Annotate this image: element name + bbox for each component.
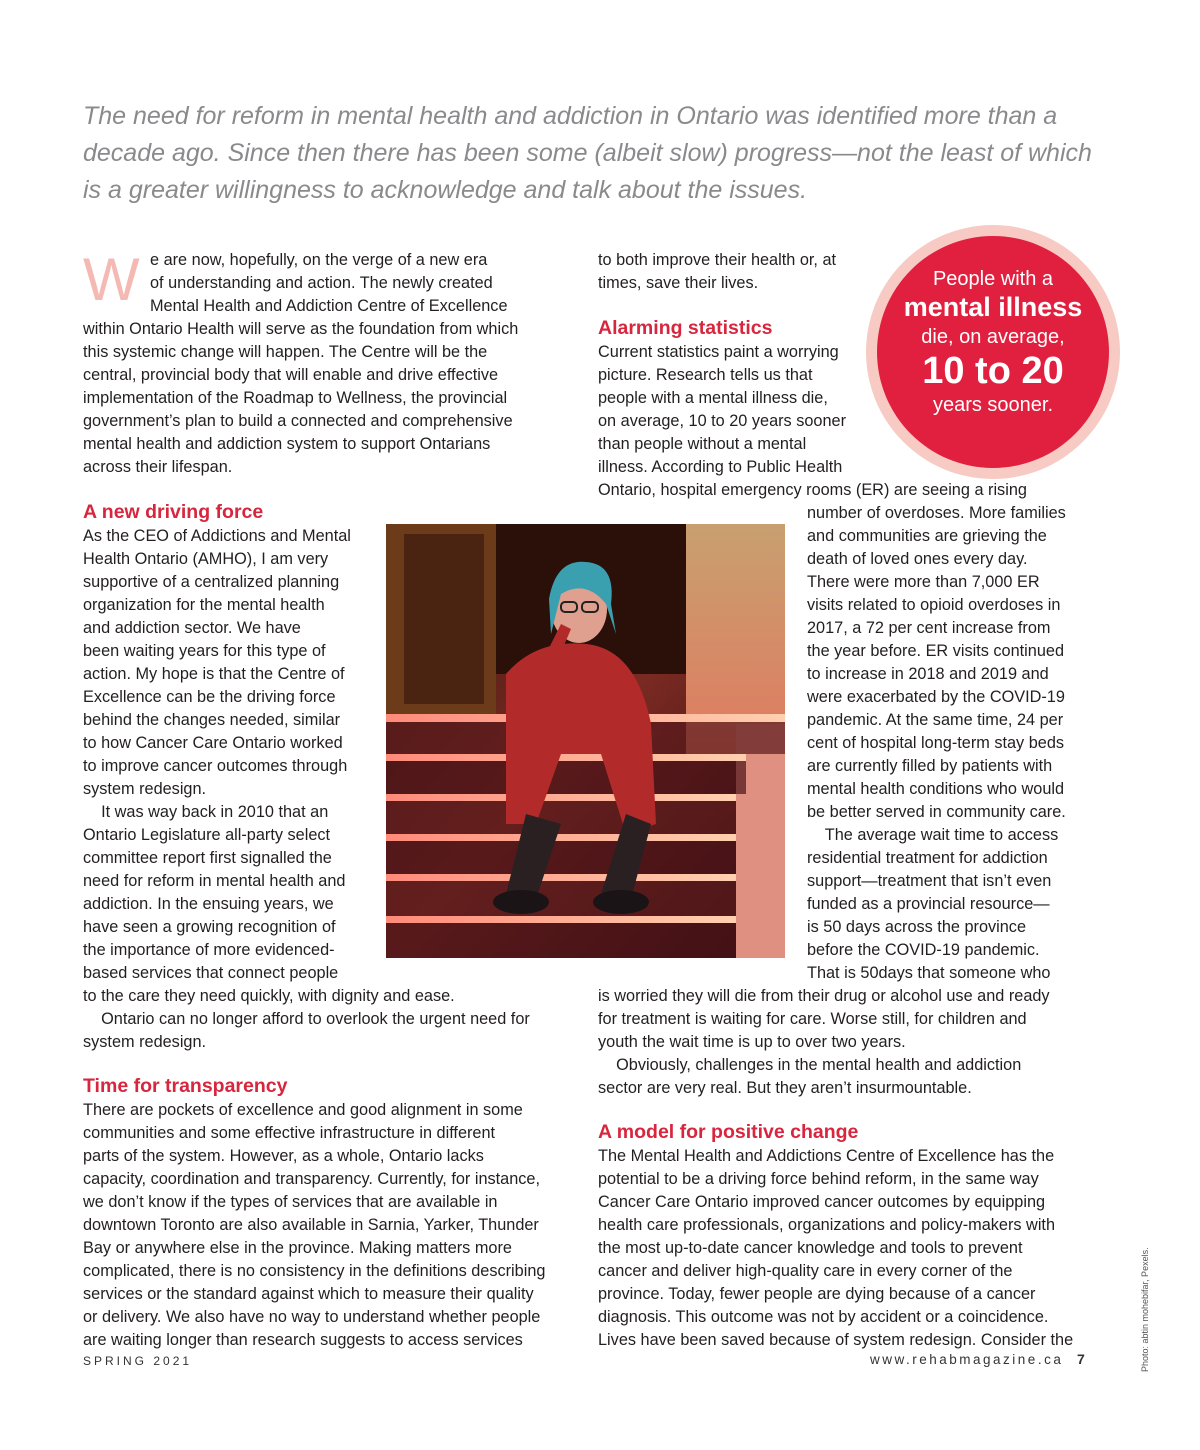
stat-badge [877,236,1109,468]
alarming-paragraph-full-line: Ontario, hospital emergency rooms (ER) are seeing a rising [598,481,1027,499]
right-column-top: to both improve their health or, at times, save their lives. [598,251,837,292]
photo-person-on-stairs [386,524,785,958]
photo-illustration [386,524,785,958]
transparency-paragraph: There are pockets of excellence and good alignment in some communities and some effective infrastructure in different parts of the system. However, as a whole, Ontario lacks capacity, coordination and transparency. Currently, for instance, we don’t know if the types of services that are available in downtown Toronto are also available in Sarnia, Yarker, Thunder Bay or anywhere else in the province. Making matters more complicated, there is no consistency in the definitions describing services or the standard against which to measure their quality or delivery. We also have no way to understand whether people are waiting longer than research suggests to access services [83,1101,546,1349]
driving-force-paragraph-cont: to the care they need quickly, with dignity and ease. Ontario can no longer afford to overlook the urgent need for system redesign. [83,987,530,1051]
alarming-paragraph: Current statistics paint a worrying picture. Research tells us that people with a mental illness die, on average, 10 to 20 years sooner than people without a mental illness. According to Public Health [598,343,847,476]
heading-time-for-transparency: Time for transparency [83,1075,288,1097]
stat-badge-figure: 10 to 20 [922,350,1064,392]
model-paragraph: The Mental Health and Addictions Centre of Excellence has the potential to be a driving force behind reform, in the same way Cancer Care Ontario improved cancer outcomes by equipping health care professionals, organizations and policy-makers with the most up-to-date cancer knowledge and tools to prevent cancer and deliver high-quality care in every corner of the province. Today, fewer people are dying because of a cancer diagnosis. This outcome was not by accident or a coincidence. Lives have been saved because of system redesign. Consider the [598,1147,1074,1349]
footer-website: www.rehabmagazine.ca [870,1352,1064,1367]
photo-credit: Photo: abtin mohebifar, Pexels. [1140,1247,1150,1372]
heading-alarming-statistics: Alarming statistics [598,317,773,339]
driving-force-paragraph: As the CEO of Addictions and Mental Health Ontario (AMHO), I am very supportive of a centralized planning organization for the mental health and addiction sector. We have been waiting years for this type of action. My hope is that the Centre of Excellence can be the driving force behind the changes needed, similar to how Cancer Care Ontario worked to improve cancer outcomes through system redesign. It was way back in 2010 that an Ontario Legislature all-party select committee report first signalled the need for reform in mental health and addiction. In the ensuing years, we have seen a growing recognition of the importance of more evidenced- based services that connect people [83,527,351,982]
intro-paragraph-start: e are now, hopefully, on the verge of a new era of understanding and action. The newly created Mental Health and Addiction Centre of Excellence [150,251,508,315]
stat-badge-line-5: years sooner. [932,394,1054,416]
stat-badge-line-3: die, on average, [921,326,1065,348]
heading-model-for-positive-change: A model for positive change [598,1121,859,1143]
alarming-paragraph-cont: is worried they will die from their drug or alcohol use and ready for treatment is waiting for care. Worse still, for children and youth the wait time is up to over two years. Obviously, challenges in the mental health and addiction sector are very real. But they aren’t insurmountable. [598,987,1050,1097]
drop-cap: W [83,246,140,313]
page-number: 7 [1077,1351,1085,1367]
heading-new-driving-force: A new driving force [83,501,264,523]
pull-quote: The need for reform in mental health and addiction in Ontario was identified more than a decade ago. Since then there has been some (albeit slow) progress—not the least of which is a greater willingness to acknowledge and talk about the issues. [83,102,1092,204]
stat-badge-line-2: mental illness [903,292,1083,322]
intro-paragraph-rest: within Ontario Health will serve as the foundation from which this systemic change will happen. The Centre will be the central, provincial body that will enable and drive effective implementation of the Roadmap to Wellness, the provincial government’s plan to build a connected and comprehensive mental health and addiction system to support Ontarians across their lifespan. [83,320,519,476]
stat-badge-line-1: People with a [932,268,1054,290]
footer-issue: SPRING 2021 [83,1354,193,1368]
alarming-paragraph-narrow: number of overdoses. More families and communities are grieving the death of loved ones every day. There were more than 7,000 ER visits related to opioid overdoses in 2017, a 72 per cent increase from the year before. ER visits continued to increase in 2018 and 2019 and were exacerbated by the COVID-19 pandemic. At the same time, 24 per cent of hospital long-term stay beds are currently filled by patients with mental health conditions who would be better served in community care. The average wait time to access residential treatment for addiction support—treatment that isn’t even funded as a provincial resource— is 50 days across the province before the COVID-19 pandemic. That is 50days that someone who [807,504,1066,982]
